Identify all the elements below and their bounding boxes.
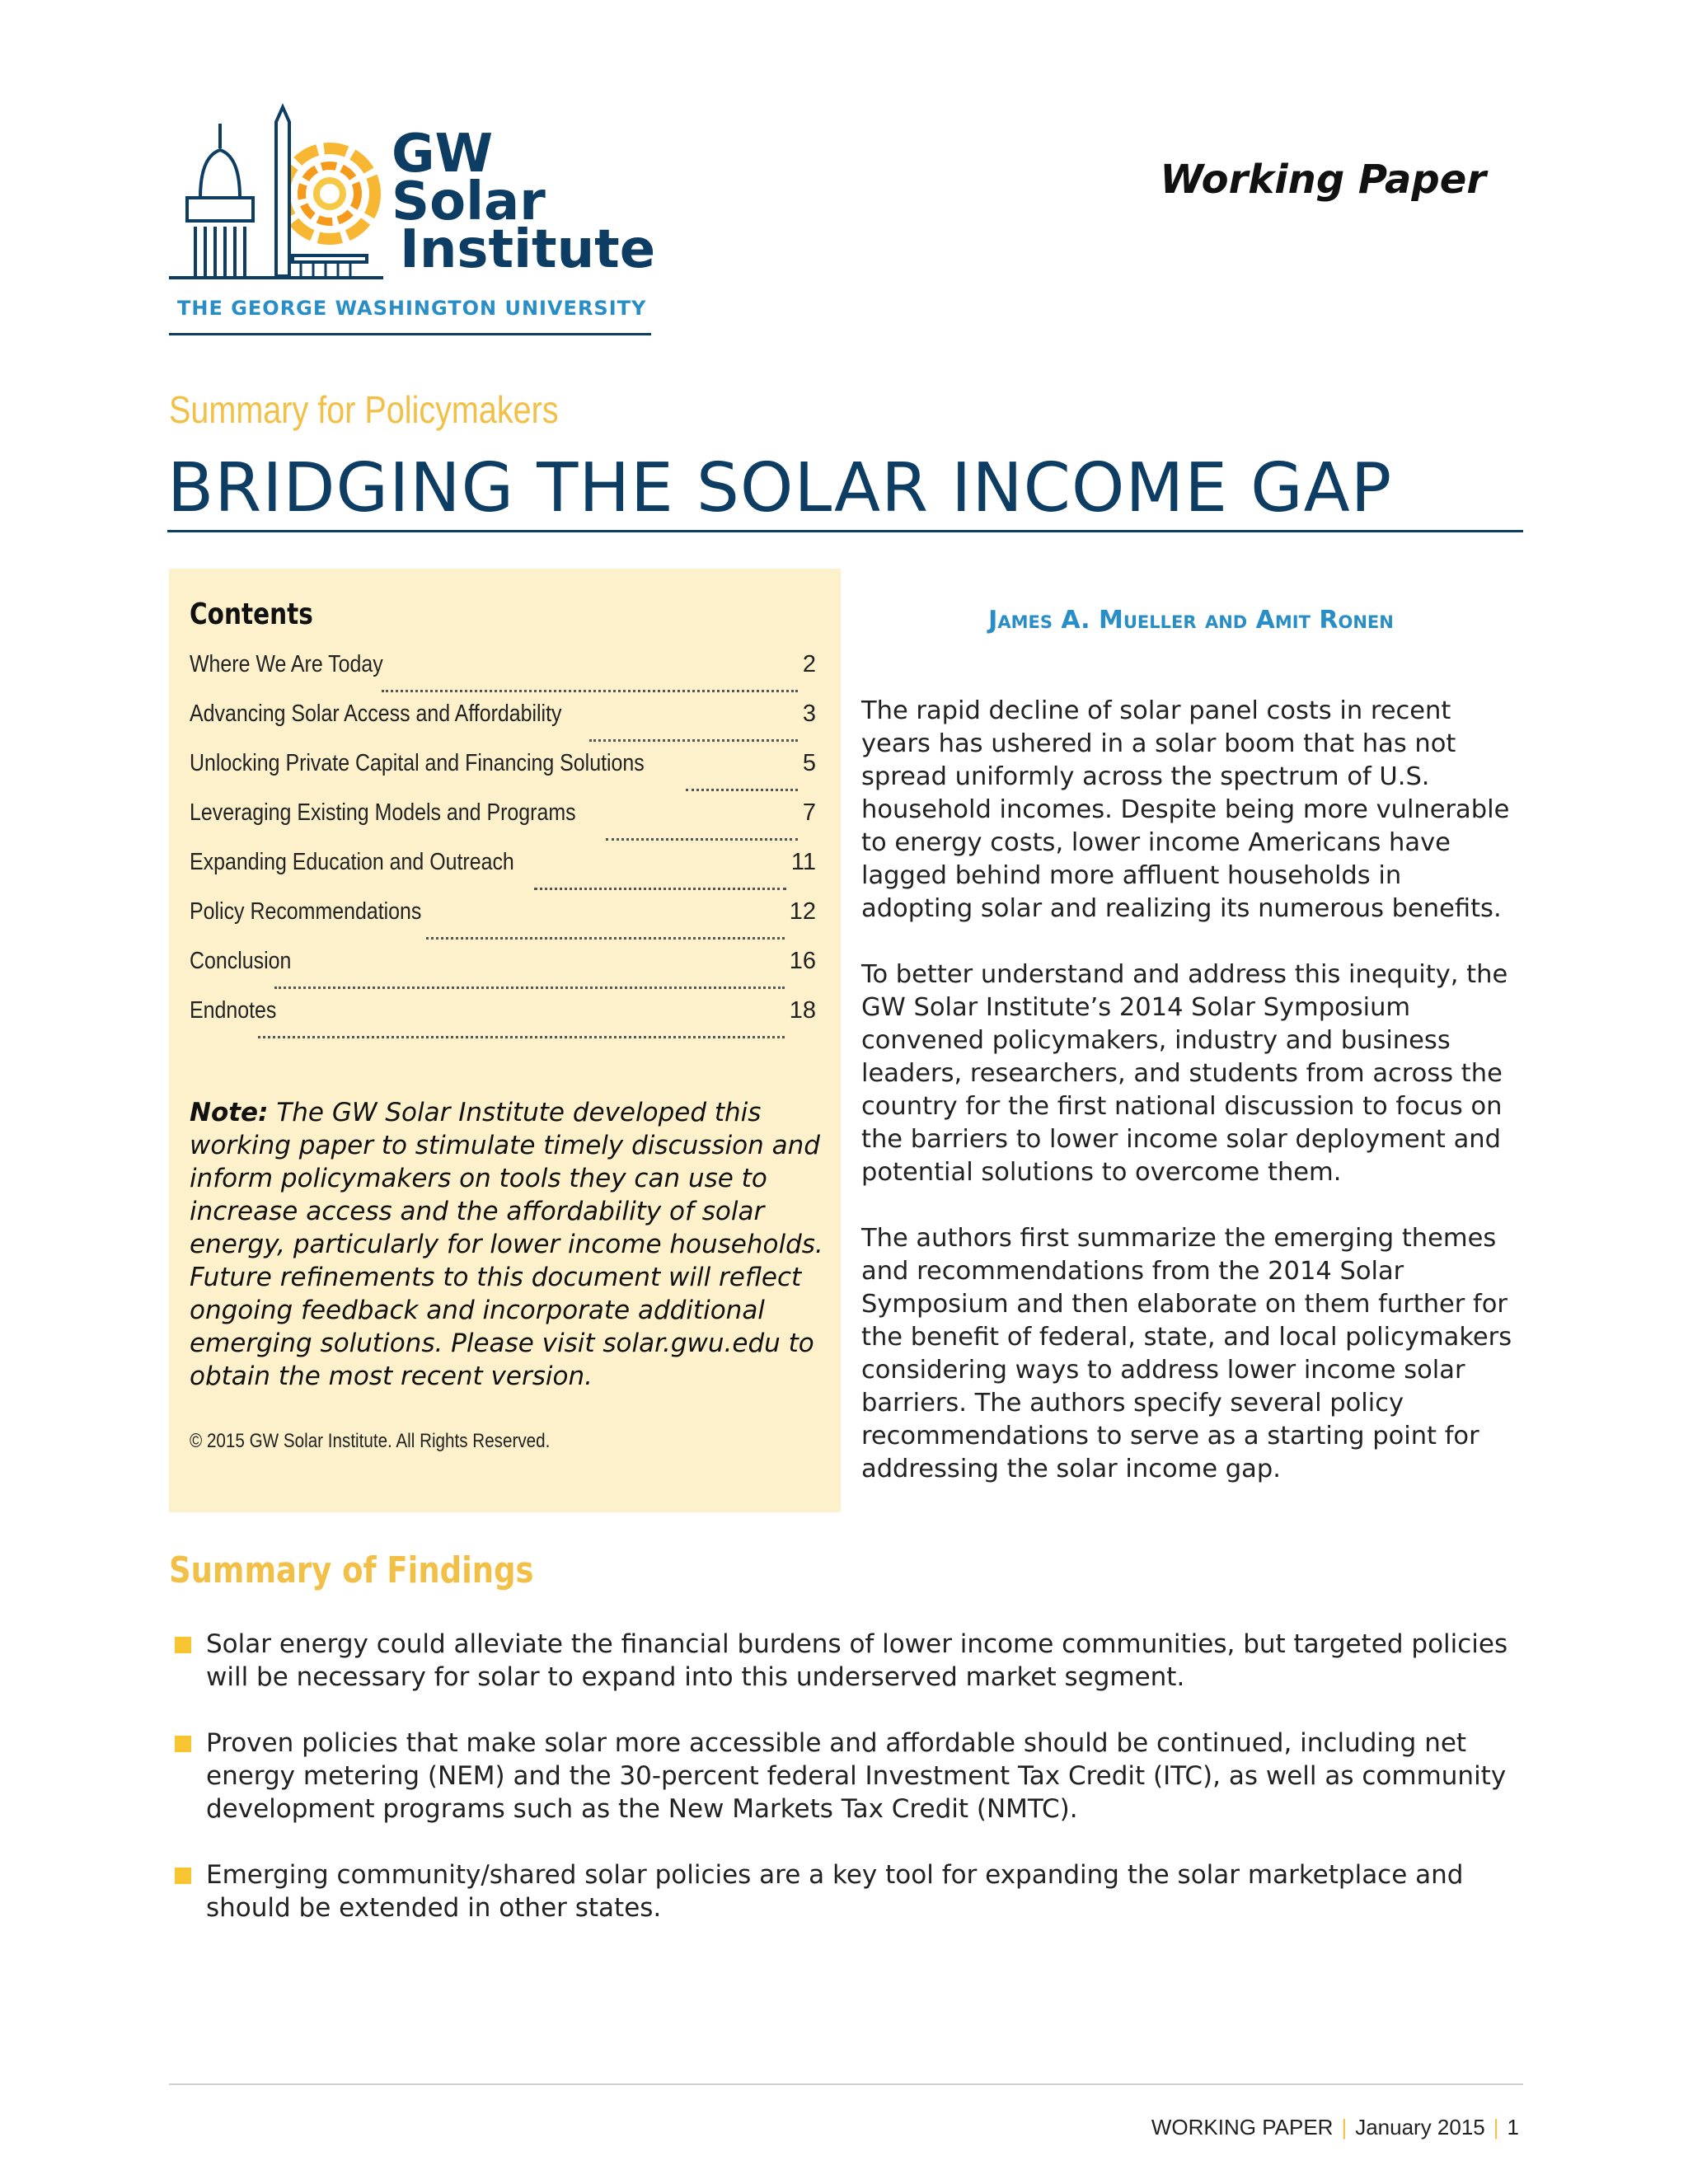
- toc-entry[interactable]: [190, 997, 816, 1047]
- toc-page: 7: [802, 799, 816, 826]
- toc-leader: [589, 738, 798, 742]
- note-paragraph: [190, 1096, 824, 1393]
- toc-page: 16: [789, 948, 816, 974]
- intro-text: [861, 695, 1521, 1519]
- capitol-monument-sun-icon: [169, 99, 383, 288]
- toc-label: Conclusion: [190, 948, 292, 974]
- toc-label: Expanding Education and Outreach: [190, 849, 514, 875]
- toc-leader: [606, 837, 798, 841]
- logo-text-solar: Solar: [392, 171, 546, 232]
- footer-date: January 2015: [1355, 2115, 1485, 2139]
- footer-divider: [169, 2083, 1523, 2085]
- page-number: 1: [1507, 2115, 1519, 2139]
- contents-panel: [169, 569, 841, 1512]
- logo-text-institute: Institute: [400, 219, 656, 280]
- logo-divider: [169, 333, 651, 335]
- finding-text: Solar energy could alleviate the financial burdens of lower income communities, but targeted policies will be necessary for solar to expand into this underserved market segment.: [206, 1629, 1508, 1692]
- contents-heading: Contents: [190, 598, 313, 631]
- toc-entry[interactable]: [190, 651, 816, 701]
- findings-list: [169, 1628, 1521, 1957]
- toc-page: 11: [790, 849, 816, 875]
- logo-text-gw: GW: [392, 124, 494, 185]
- toc-label: Where We Are Today: [190, 651, 383, 677]
- footer-label: WORKING PAPER: [1151, 2115, 1334, 2139]
- toc-entry[interactable]: [190, 849, 816, 898]
- toc-label: Advancing Solar Access and Affordability: [190, 701, 562, 727]
- finding-item: [169, 1727, 1521, 1825]
- toc-page: 5: [802, 750, 816, 776]
- copyright: © 2015 GW Solar Institute. All Rights Reserved.: [190, 1430, 551, 1452]
- footer-separator: |: [1341, 2115, 1348, 2139]
- note-label: Note:: [190, 1098, 269, 1127]
- toc-leader: [274, 986, 784, 989]
- title-divider: [167, 530, 1523, 532]
- toc-leader: [382, 689, 798, 692]
- square-bullet-icon: [175, 1736, 191, 1752]
- findings-heading: Summary of Findings: [169, 1549, 534, 1591]
- toc-label: Unlocking Private Capital and Financing Solutions: [190, 750, 645, 776]
- toc-page: 3: [802, 701, 816, 727]
- note-text: The GW Solar Institute developed this working paper to stimulate timely discussion and inform policymakers on tools they can use to increase access and the affordability of solar energy, particularly for lower income households. Future refinements to this document will reflect ongoing feedback and incorporate additional emerging solutions. Please visit solar.gwu.edu to obtain the most recent version.: [190, 1098, 823, 1391]
- finding-text: Proven policies that make solar more accessible and affordable should be continued, including net energy metering (NEM) and the 30-percent federal Investment Tax Credit (ITC), as well as community development programs such as the New Markets Tax Credit (NMTC).: [206, 1728, 1507, 1824]
- finding-text: Emerging community/shared solar policies are a key tool for expanding the solar marketplace and should be extended in other states.: [206, 1860, 1464, 1923]
- finding-item: [169, 1858, 1521, 1924]
- intro-paragraph: To better understand and address this inequity, the GW Solar Institute’s 2014 Solar Symposium convened policymakers, industry and business leaders, researchers, and students from across the country for the first national discussion to focus on the barriers to lower income solar deployment and potential solutions to overcome them.: [861, 960, 1508, 1187]
- intro-paragraph: The authors first summarize the emerging themes and recommendations from the 2014 Solar Symposium and then elaborate on them further for the benefit of federal, state, and local policymakers considering ways to address lower income solar barriers. The authors specify several policy recommendations to serve as a starting point for addressing the solar income gap.: [861, 1224, 1512, 1483]
- toc-leader: [534, 887, 786, 890]
- finding-item: [169, 1628, 1521, 1694]
- authors: James A. Mueller and Amit Ronen: [988, 606, 1394, 635]
- toc-entry[interactable]: [190, 799, 816, 849]
- toc-label: Endnotes: [190, 997, 277, 1024]
- toc-entry[interactable]: [190, 898, 816, 948]
- toc-label: Policy Recommendations: [190, 898, 422, 925]
- toc-label: Leveraging Existing Models and Programs: [190, 799, 576, 826]
- toc-entry[interactable]: [190, 701, 816, 750]
- intro-paragraph: The rapid decline of solar panel costs in recent years has ushered in a solar boom that has not spread uniformly across the spectrum of U.S. household incomes. Despite being more vulnerable to energy costs, lower income Americans have lagged behind more affluent households in adopting solar and realizing its numerous benefits.: [861, 696, 1510, 923]
- toc-entry[interactable]: [190, 948, 816, 997]
- table-of-contents: [190, 651, 816, 1047]
- toc-page: 18: [789, 997, 816, 1024]
- square-bullet-icon: [175, 1868, 191, 1884]
- page-title: BRIDGING THE SOLAR INCOME GAP: [167, 449, 1393, 527]
- toc-leader: [426, 936, 785, 940]
- toc-leader: [686, 788, 798, 791]
- kicker: Summary for Policymakers: [169, 388, 559, 431]
- toc-page: 12: [789, 898, 816, 925]
- page-footer: [1151, 2115, 1519, 2140]
- toc-leader: [258, 1035, 785, 1038]
- toc-page: 2: [802, 651, 816, 677]
- toc-entry[interactable]: [190, 750, 816, 799]
- square-bullet-icon: [175, 1637, 191, 1653]
- university-name: THE GEORGE WASHINGTON UNIVERSITY: [177, 297, 647, 320]
- footer-separator: |: [1493, 2115, 1499, 2139]
- document-type: Working Paper: [1160, 157, 1486, 203]
